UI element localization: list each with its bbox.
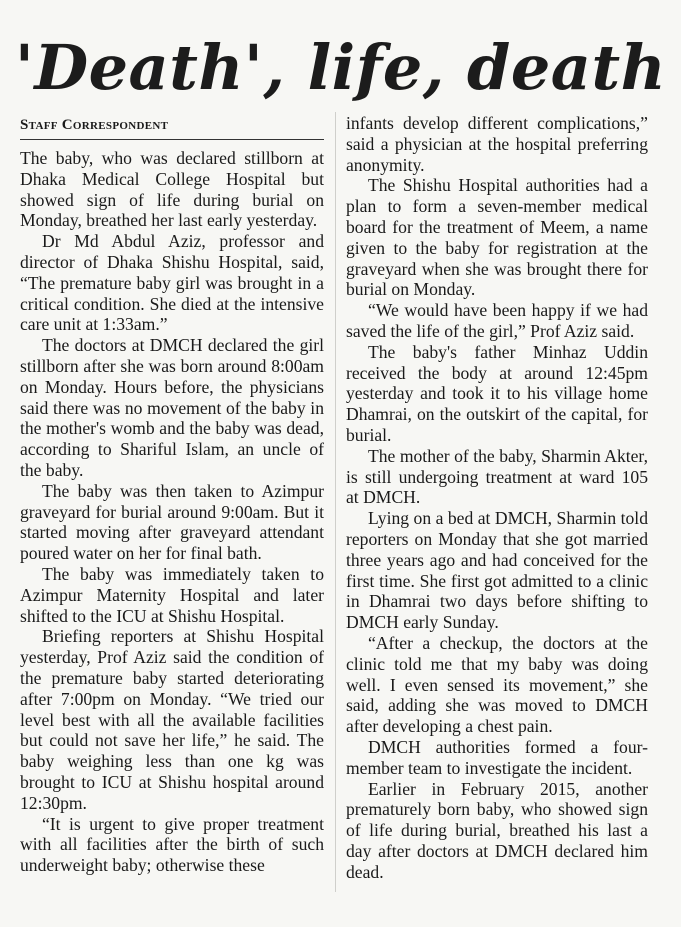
column-divider bbox=[335, 112, 336, 892]
paragraph: The doctors at DMCH declared the girl stillborn after she was born around 8:00am on Monday. Hours before, the physicians said there was no movement of the baby in the mother's womb and the baby was dead, according to Shariful Islam, an uncle of the baby. bbox=[20, 335, 324, 480]
article-column-right bbox=[346, 113, 648, 882]
byline: Staff Correspondent bbox=[20, 116, 324, 140]
paragraph: “It is urgent to give proper treatment with all facilities after the birth of such underweight baby; otherwise these bbox=[20, 813, 324, 876]
paragraph: Briefing reporters at Shishu Hospital yesterday, Prof Aziz said the condition of the premature baby started deteriorating after 7:00pm on Monday. “We tried our level best with all the available facilities but could not save her life,” he said. The baby weighing less than one kg was brought to ICU at Shishu hospital around 12:30pm. bbox=[20, 626, 324, 813]
paragraph: The baby was then taken to Azimpur graveyard for burial around 9:00am. But it started moving after graveyard attendant poured water on her for final bath. bbox=[20, 480, 324, 564]
paragraph: DMCH authorities formed a four-member team to investigate the incident. bbox=[346, 736, 648, 778]
paragraph-continuation: infants develop different complications,” said a physician at the hospital preferring anonymity. bbox=[346, 113, 648, 175]
paragraph: Lying on a bed at DMCH, Sharmin told reporters on Monday that she got married three years ago and had conceived for the first time. She first got admitted to a clinic in Dhamrai two days before shifting to DMCH early Sunday. bbox=[346, 508, 648, 633]
paragraph: The baby was immediately taken to Azimpur Maternity Hospital and later shifted to the ICU at Shishu Hospital. bbox=[20, 563, 324, 626]
paragraph: Dr Md Abdul Aziz, professor and director of Dhaka Shishu Hospital, said, “The premature baby girl was brought in a critical condition. She died at the intensive care unit at 1:33am.” bbox=[20, 231, 324, 335]
article-column-left bbox=[20, 148, 324, 876]
paragraph: The baby's father Minhaz Uddin received the body at around 12:45pm yesterday and took it to his village home Dhamrai, on the outskirt of the capital, for burial. bbox=[346, 341, 648, 445]
paragraph: Earlier in February 2015, another prematurely born baby, who showed sign of life during burial, breathed his last a day after doctors at DMCH declared him dead. bbox=[346, 778, 648, 882]
paragraph: The mother of the baby, Sharmin Akter, is still undergoing treatment at ward 105 at DMCH. bbox=[346, 445, 648, 508]
paragraph: The baby, who was declared stillborn at Dhaka Medical College Hospital but showed sign of life during burial on Monday, breathed her last early yesterday. bbox=[20, 148, 324, 231]
paragraph: “We would have been happy if we had saved the life of the girl,” Prof Aziz said. bbox=[346, 300, 648, 341]
paragraph: The Shishu Hospital authorities had a plan to form a seven-member medical board for the treatment of Meem, a name given to the baby for registration at the graveyard when she was brought there for burial on Monday. bbox=[346, 175, 648, 300]
headline: 'Death', life, death bbox=[14, 31, 667, 104]
paragraph: “After a checkup, the doctors at the clinic told me that my baby was doing well. I even sensed its movement,” she said, adding she was moved to DMCH after developing a chest pain. bbox=[346, 632, 648, 737]
